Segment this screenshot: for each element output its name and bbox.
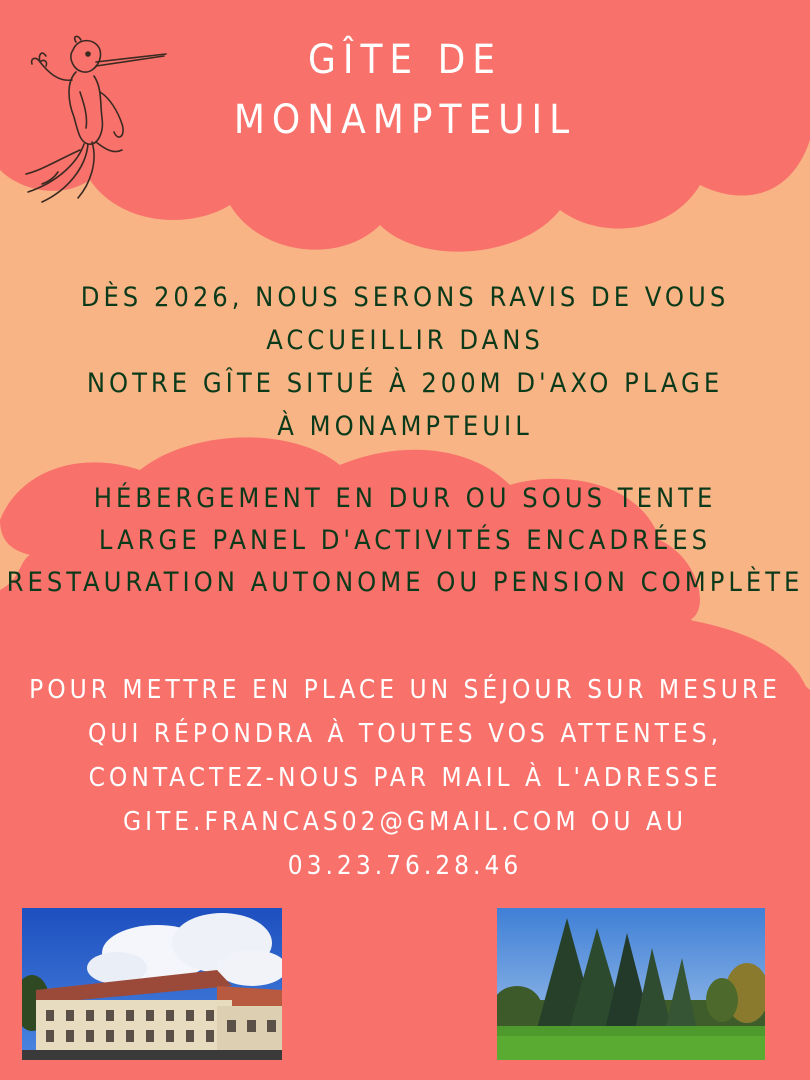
contact-line: CONTACTEZ-NOUS PAR MAIL À L'ADRESSE <box>88 763 722 793</box>
feature-item: HÉBERGEMENT EN DUR OU SOUS TENTE <box>93 483 717 514</box>
title-line-1: GÎTE DE <box>307 37 503 83</box>
contact-line: POUR METTRE EN PLACE UN SÉJOUR SUR MESURE <box>29 675 781 705</box>
contact-email-line[interactable]: GITE.FRANCAS02@GMAIL.COM OU AU <box>122 807 688 837</box>
intro-line: À MONAMPTEUIL <box>277 411 533 442</box>
intro-paragraph <box>0 276 810 448</box>
contact-phone-line[interactable]: 03.23.76.28.46 <box>287 851 523 881</box>
title-line-2: MONAMPTEUIL <box>233 97 577 143</box>
feature-item: LARGE PANEL D'ACTIVITÉS ENCADRÉES <box>98 525 712 556</box>
intro-line: NOTRE GÎTE SITUÉ À 200M D'AXO PLAGE <box>86 368 724 399</box>
features-list <box>0 478 810 604</box>
feature-item: RESTAURATION AUTONOME OU PENSION COMPLÈTE <box>6 567 804 598</box>
building-photo <box>22 908 282 1060</box>
page-title <box>0 30 810 150</box>
contact-paragraph <box>0 668 810 888</box>
intro-line: ACCUEILLIR DANS <box>266 325 544 356</box>
intro-line: DÈS 2026, NOUS SERONS RAVIS DE VOUS <box>80 282 730 313</box>
park-photo <box>497 908 765 1060</box>
contact-line: QUI RÉPONDRA À TOUTES VOS ATTENTES, <box>87 719 723 749</box>
